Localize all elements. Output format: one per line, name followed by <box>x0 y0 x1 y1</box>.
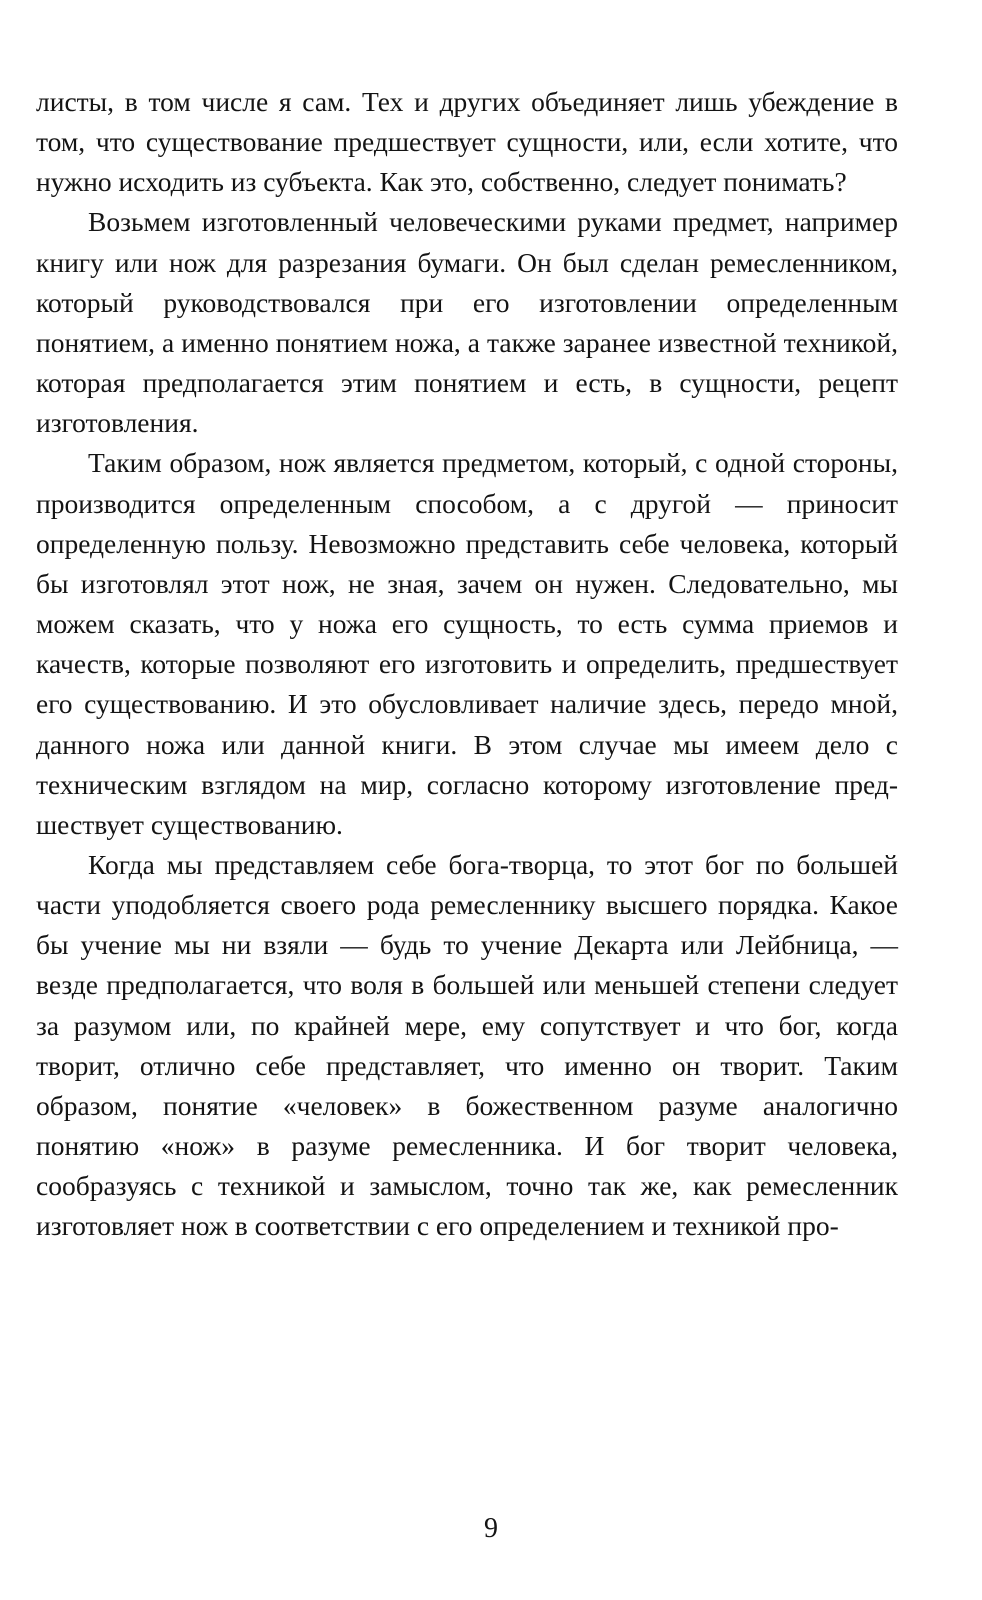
page-number: 9 <box>484 1513 498 1544</box>
paragraph-3: Таким образом, нож является предметом, который, с одной стороны, производится определенным способом, а с другой — приносит определенную пользу. Невозможно представить себе человека, который бы изготовлял этот нож, не зная, зачем он нужен. Следовательно, мы можем сказать, что у ножа его сущность, то есть сумма приемов и качеств, которые позволяют его изготовить и определить, предшествует его существованию. И это обусловливает наличие здесь, передо мной, данного ножа или данной книги. В этом случае мы имеем дело с техническим взглядом на мир, согласно которому изготовление предшествует существованию. <box>36 447 898 840</box>
page-body <box>36 82 898 1247</box>
paragraph-2: Возьмем изготовленный человеческими руками предмет, например книгу или нож для разрезания бумаги. Он был сделан ремесленником, который руководствовался при его изготовлении определенным понятием, а именно понятием ножа, а также заранее известной техникой, которая предполагается этим понятием и есть, в сущности, рецепт изготовления. <box>36 206 898 439</box>
paragraph-1: листы, в том числе я сам. Тех и других объединяет лишь убеждение в том, что существование предшествует сущности, или, если хотите, что нужно исходить из субъекта. Как это, собственно, следует понимать? <box>36 86 898 198</box>
paragraph-4: Когда мы представляем себе бога-творца, то этот бог по большей части уподобляется своего рода ремесленнику высшего порядка. Какое бы учение мы ни взяли — будь то учение Декарта или Лейбница, — везде предполагается, что воля в большей или меньшей степени следует за разумом или, по крайней мере, ему сопутствует и что бог, когда творит, отлично себе представляет, что именно он творит. Таким образом, понятие «человек» в божественном разуме аналогично понятию «нож» в разуме ремесленника. И бог творит человека, сообразуясь с техникой и замыслом, точно так же, как ремесленник изготовляет нож в соответствии с его определением и техникой про- <box>36 848 898 1242</box>
